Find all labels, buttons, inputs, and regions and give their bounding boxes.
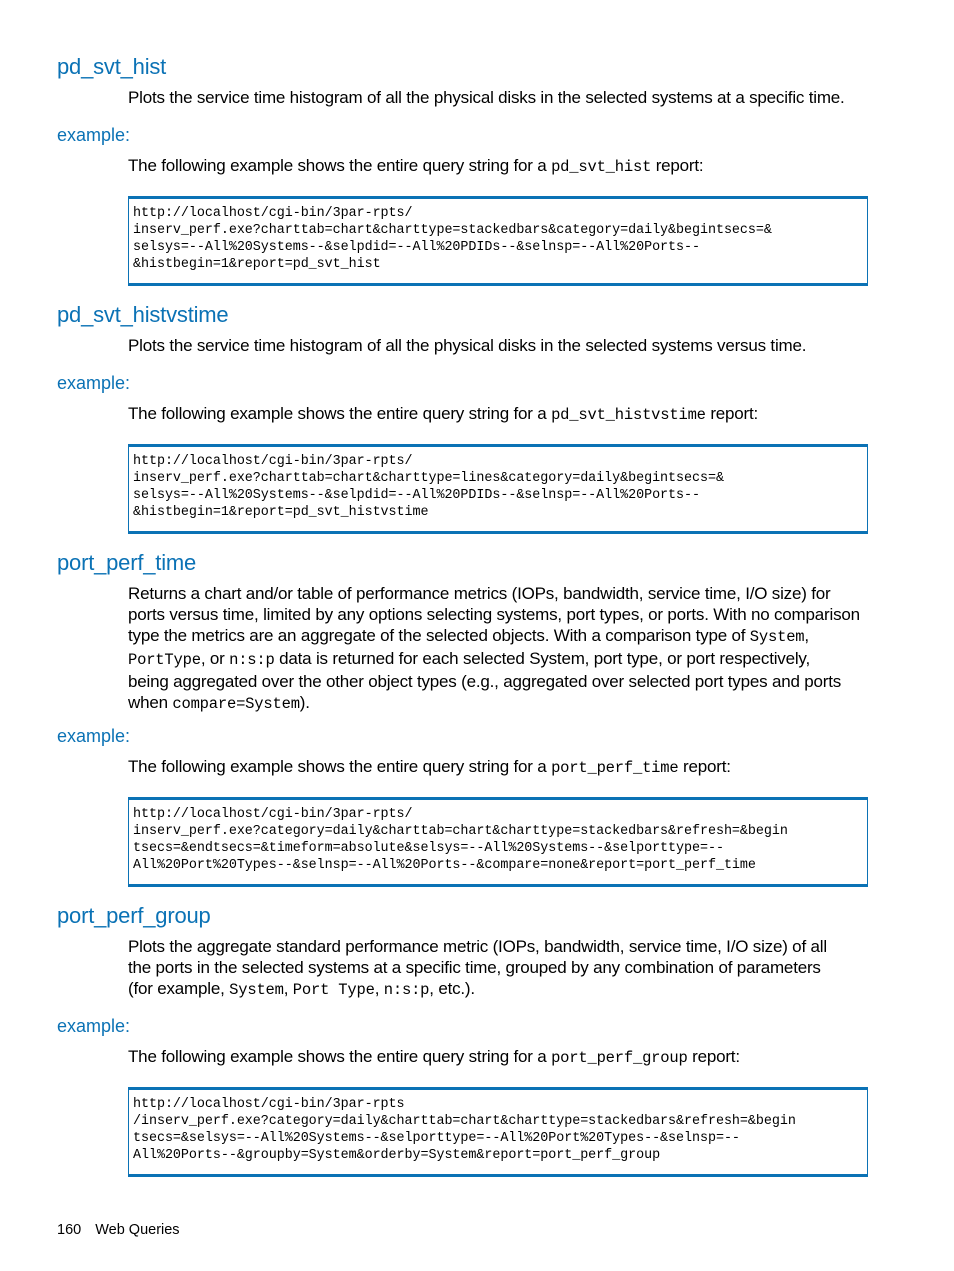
code-line: All%20Ports--&groupby=System&orderby=System&report=port_perf_group xyxy=(133,1148,661,1163)
description-line xyxy=(128,978,873,1001)
description-line xyxy=(128,692,873,715)
description-text: ). xyxy=(299,693,310,712)
code-line: tsecs=&endtsecs=&timeform=absolute&selsys=--All%20Systems--&selporttype=-- xyxy=(133,841,724,856)
description-text: type the metrics are an aggregate of the selected objects. With a comparison type of xyxy=(128,626,750,645)
description-line: the ports in the selected systems at a specific time, grouped by any combination of parameters xyxy=(128,958,821,977)
example-intro-text: The following example shows the entire query string for a xyxy=(128,757,552,776)
section-heading-port-perf-time: port_perf_time xyxy=(57,550,197,575)
description-line: Plots the aggregate standard performance metric (IOPs, bandwidth, service time, I/O size) of all xyxy=(128,937,827,956)
description-text: , xyxy=(374,979,384,998)
example-label: example: xyxy=(57,1016,131,1036)
code-line: http://localhost/cgi-bin/3par-rpts/ xyxy=(133,454,413,469)
inline-code: compare=System xyxy=(172,695,300,713)
description-text: , xyxy=(283,979,293,998)
example-intro-text-end: report: xyxy=(705,404,759,423)
code-line: inserv_perf.exe?charttab=chart&charttype=lines&category=daily&begintsecs=& xyxy=(133,471,724,486)
example-intro-text-end: report: xyxy=(678,757,731,776)
inline-code: n:s:p xyxy=(229,651,275,669)
code-block xyxy=(128,1087,868,1177)
code-block xyxy=(128,797,868,887)
example-label: example: xyxy=(57,726,131,746)
inline-code: n:s:p xyxy=(383,981,430,999)
code-line: inserv_perf.exe?charttab=chart&charttype=stackedbars&category=daily&begintsecs=& xyxy=(133,223,772,238)
section-heading-pd-svt-histvstime: pd_svt_histvstime xyxy=(57,302,229,327)
description-text: Plots the service time histogram of all the physical disks in the selected systems versus time. xyxy=(128,336,807,355)
code-line: inserv_perf.exe?category=daily&charttab=chart&charttype=stackedbars&refresh=&begin xyxy=(133,824,788,839)
code-line: selsys=--All%20Systems--&selpdid=--All%20PDIDs--&selnsp=--All%20Ports-- xyxy=(133,240,700,255)
description-line xyxy=(128,648,873,671)
section-description xyxy=(128,87,873,108)
footer-section-title: Web Queries xyxy=(95,1222,180,1238)
code-line: selsys=--All%20Systems--&selpdid=--All%20PDIDs--&selnsp=--All%20Ports-- xyxy=(133,488,700,503)
inline-code: port_perf_time xyxy=(551,759,679,777)
section-description xyxy=(128,936,873,1001)
description-line xyxy=(128,625,873,648)
example-intro xyxy=(128,155,873,178)
description-text: , xyxy=(804,626,809,645)
code-line: http://localhost/cgi-bin/3par-rpts/ xyxy=(133,807,413,822)
code-line: http://localhost/cgi-bin/3par-rpts/ xyxy=(133,206,413,221)
example-intro xyxy=(128,756,873,779)
code-line: All%20Port%20Types--&selnsp=--All%20Ports--&compare=none&report=port_perf_time xyxy=(133,858,756,873)
section-heading-port-perf-group: port_perf_group xyxy=(57,903,211,928)
description-text: , etc.). xyxy=(429,979,475,998)
example-label: example: xyxy=(57,125,131,145)
example-intro-text: The following example shows the entire query string for a xyxy=(128,404,552,423)
example-intro-text-end: report: xyxy=(687,1047,740,1066)
page-number: 160 xyxy=(57,1222,82,1238)
example-intro-text: The following example shows the entire query string for a xyxy=(128,156,552,175)
code-line: &histbegin=1&report=pd_svt_hist xyxy=(133,257,381,272)
inline-code: pd_svt_histvstime xyxy=(551,406,706,424)
inline-code: PortType xyxy=(128,651,201,669)
description-text: when xyxy=(128,693,173,712)
code-line: &histbegin=1&report=pd_svt_histvstime xyxy=(133,505,429,520)
page-footer xyxy=(57,1222,180,1238)
inline-code: Port Type xyxy=(292,981,375,999)
section-description xyxy=(128,335,873,356)
section-description xyxy=(128,583,873,715)
code-block xyxy=(128,196,868,286)
code-line: /inserv_perf.exe?category=daily&charttab=chart&charttype=stackedbars&refresh=&begin xyxy=(133,1114,796,1129)
example-intro xyxy=(128,1046,873,1069)
inline-code: System xyxy=(229,981,284,999)
inline-code: port_perf_group xyxy=(551,1049,688,1067)
code-block xyxy=(128,444,868,534)
example-intro-text: The following example shows the entire query string for a xyxy=(128,1047,552,1066)
description-line: Returns a chart and/or table of performance metrics (IOPs, bandwidth, service time, I/O size) for xyxy=(128,584,831,603)
description-line: ports versus time, limited by any options selecting systems, port types, or ports. With no comparison xyxy=(128,605,860,624)
section-heading-pd-svt-hist: pd_svt_hist xyxy=(57,54,167,79)
description-text: (for example, xyxy=(128,979,230,998)
code-line: tsecs=&selsys=--All%20Systems--&selporttype=--All%20Port%20Types--&selnsp=-- xyxy=(133,1131,740,1146)
example-intro-text-end: report: xyxy=(651,156,704,175)
inline-code: pd_svt_hist xyxy=(551,158,652,176)
inline-code: System xyxy=(749,628,805,646)
description-text: data is returned for each selected System, port type, or port respectively, xyxy=(274,649,810,668)
description-text: , or xyxy=(200,649,230,668)
description-line: being aggregated over the other object types (e.g., aggregated over selected port types and ports xyxy=(128,672,842,691)
example-intro xyxy=(128,403,873,426)
code-line: http://localhost/cgi-bin/3par-rpts xyxy=(133,1097,405,1112)
example-label: example: xyxy=(57,373,131,393)
description-text: Plots the service time histogram of all the physical disks in the selected systems at a specific time. xyxy=(128,88,845,107)
